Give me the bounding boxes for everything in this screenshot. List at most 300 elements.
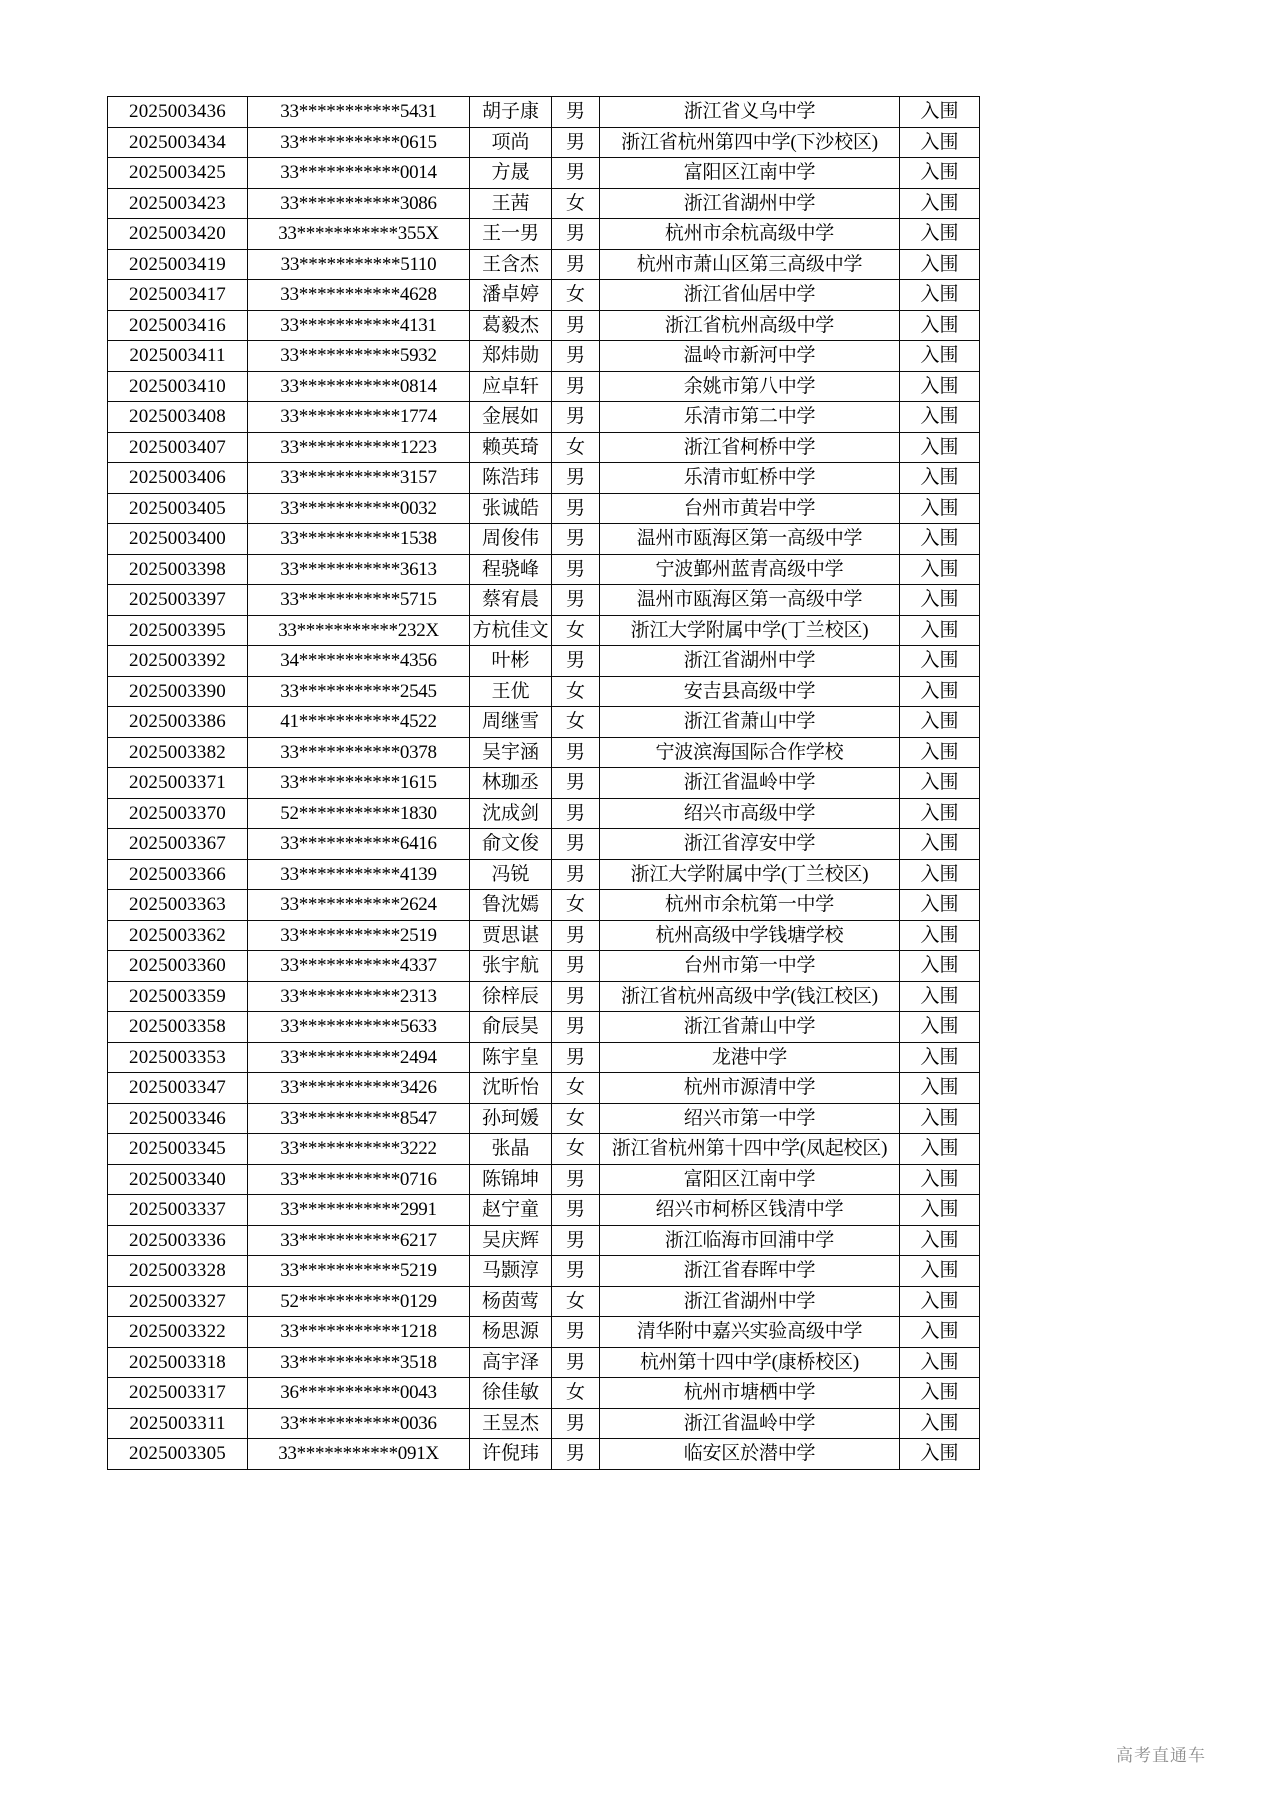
cell-status: 入围	[900, 432, 980, 463]
table-row	[108, 280, 980, 311]
cell-registration-id: 2025003434	[108, 127, 248, 158]
cell-name: 张宇航	[470, 951, 552, 982]
cell-id-number: 33***********3518	[248, 1347, 470, 1378]
table-row	[108, 341, 980, 372]
cell-status: 入围	[900, 890, 980, 921]
cell-gender: 男	[552, 310, 600, 341]
cell-gender: 男	[552, 1256, 600, 1287]
table-row	[108, 524, 980, 555]
cell-school: 浙江省仙居中学	[600, 280, 900, 311]
cell-registration-id: 2025003425	[108, 158, 248, 189]
table-row	[108, 127, 980, 158]
cell-registration-id: 2025003416	[108, 310, 248, 341]
cell-id-number: 33***********4628	[248, 280, 470, 311]
cell-registration-id: 2025003337	[108, 1195, 248, 1226]
cell-id-number: 33***********3157	[248, 463, 470, 494]
cell-name: 王茜	[470, 188, 552, 219]
cell-school: 杭州市塘栖中学	[600, 1378, 900, 1409]
cell-status: 入围	[900, 829, 980, 860]
cell-name: 赖英琦	[470, 432, 552, 463]
cell-school: 杭州市余杭高级中学	[600, 219, 900, 250]
cell-gender: 男	[552, 768, 600, 799]
cell-name: 许倪玮	[470, 1439, 552, 1470]
cell-registration-id: 2025003317	[108, 1378, 248, 1409]
cell-school: 杭州高级中学钱塘学校	[600, 920, 900, 951]
cell-registration-id: 2025003363	[108, 890, 248, 921]
cell-status: 入围	[900, 402, 980, 433]
cell-school: 浙江省湖州中学	[600, 188, 900, 219]
cell-id-number: 33***********2494	[248, 1042, 470, 1073]
table-row	[108, 798, 980, 829]
watermark-text: 高考直通车	[1116, 1746, 1206, 1765]
cell-school: 杭州市余杭第一中学	[600, 890, 900, 921]
cell-name: 陈浩玮	[470, 463, 552, 494]
cell-gender: 女	[552, 188, 600, 219]
cell-school: 浙江省淳安中学	[600, 829, 900, 860]
table-row	[108, 1012, 980, 1043]
cell-status: 入围	[900, 1439, 980, 1470]
cell-school: 浙江省温岭中学	[600, 1408, 900, 1439]
cell-school: 绍兴市柯桥区钱清中学	[600, 1195, 900, 1226]
cell-registration-id: 2025003362	[108, 920, 248, 951]
cell-status: 入围	[900, 493, 980, 524]
cell-gender: 女	[552, 707, 600, 738]
cell-status: 入围	[900, 1073, 980, 1104]
cell-name: 杨思源	[470, 1317, 552, 1348]
cell-status: 入围	[900, 981, 980, 1012]
cell-status: 入围	[900, 371, 980, 402]
cell-school: 台州市黄岩中学	[600, 493, 900, 524]
cell-name: 金展如	[470, 402, 552, 433]
cell-name: 沈昕怡	[470, 1073, 552, 1104]
cell-id-number: 33***********5219	[248, 1256, 470, 1287]
cell-status: 入围	[900, 127, 980, 158]
cell-id-number: 33***********355X	[248, 219, 470, 250]
cell-gender: 女	[552, 615, 600, 646]
table-row	[108, 310, 980, 341]
table-row	[108, 371, 980, 402]
table-row	[108, 1378, 980, 1409]
table-row	[108, 920, 980, 951]
cell-school: 余姚市第八中学	[600, 371, 900, 402]
cell-id-number: 33***********1223	[248, 432, 470, 463]
cell-school: 浙江大学附属中学(丁兰校区)	[600, 859, 900, 890]
cell-registration-id: 2025003407	[108, 432, 248, 463]
cell-gender: 男	[552, 1408, 600, 1439]
cell-name: 应卓轩	[470, 371, 552, 402]
cell-registration-id: 2025003400	[108, 524, 248, 555]
cell-gender: 男	[552, 1012, 600, 1043]
table-row	[108, 1134, 980, 1165]
cell-status: 入围	[900, 188, 980, 219]
cell-id-number: 33***********2519	[248, 920, 470, 951]
cell-name: 方晟	[470, 158, 552, 189]
table-row	[108, 890, 980, 921]
table-row	[108, 676, 980, 707]
table-row	[108, 1042, 980, 1073]
cell-status: 入围	[900, 707, 980, 738]
cell-registration-id: 2025003327	[108, 1286, 248, 1317]
cell-gender: 男	[552, 859, 600, 890]
cell-gender: 女	[552, 1286, 600, 1317]
cell-status: 入围	[900, 1012, 980, 1043]
cell-school: 绍兴市第一中学	[600, 1103, 900, 1134]
cell-registration-id: 2025003340	[108, 1164, 248, 1195]
cell-id-number: 33***********1218	[248, 1317, 470, 1348]
cell-name: 蔡宥晨	[470, 585, 552, 616]
cell-gender: 男	[552, 1195, 600, 1226]
cell-status: 入围	[900, 158, 980, 189]
cell-status: 入围	[900, 280, 980, 311]
cell-registration-id: 2025003423	[108, 188, 248, 219]
cell-name: 周继雪	[470, 707, 552, 738]
cell-id-number: 33***********1538	[248, 524, 470, 555]
cell-registration-id: 2025003390	[108, 676, 248, 707]
cell-id-number: 41***********4522	[248, 707, 470, 738]
cell-registration-id: 2025003392	[108, 646, 248, 677]
table-row	[108, 1195, 980, 1226]
cell-name: 马颢淳	[470, 1256, 552, 1287]
cell-id-number: 33***********6416	[248, 829, 470, 860]
cell-status: 入围	[900, 585, 980, 616]
table-row	[108, 1256, 980, 1287]
cell-status: 入围	[900, 341, 980, 372]
cell-gender: 男	[552, 1164, 600, 1195]
cell-id-number: 33***********8547	[248, 1103, 470, 1134]
cell-status: 入围	[900, 97, 980, 128]
table-row	[108, 188, 980, 219]
cell-school: 浙江大学附属中学(丁兰校区)	[600, 615, 900, 646]
cell-registration-id: 2025003311	[108, 1408, 248, 1439]
cell-name: 叶彬	[470, 646, 552, 677]
table-row	[108, 585, 980, 616]
cell-registration-id: 2025003358	[108, 1012, 248, 1043]
cell-name: 潘卓婷	[470, 280, 552, 311]
table-row	[108, 219, 980, 250]
cell-name: 方杭佳文	[470, 615, 552, 646]
cell-school: 浙江省杭州第十四中学(凤起校区)	[600, 1134, 900, 1165]
cell-registration-id: 2025003353	[108, 1042, 248, 1073]
cell-id-number: 33***********0036	[248, 1408, 470, 1439]
table-row	[108, 859, 980, 890]
candidate-roster-table	[107, 96, 980, 1470]
cell-id-number: 33***********2313	[248, 981, 470, 1012]
cell-gender: 男	[552, 1225, 600, 1256]
cell-registration-id: 2025003420	[108, 219, 248, 250]
cell-school: 杭州市萧山区第三高级中学	[600, 249, 900, 280]
cell-status: 入围	[900, 1103, 980, 1134]
cell-name: 胡子康	[470, 97, 552, 128]
cell-name: 沈成剑	[470, 798, 552, 829]
cell-id-number: 33***********232X	[248, 615, 470, 646]
cell-name: 张晶	[470, 1134, 552, 1165]
cell-school: 杭州第十四中学(康桥校区)	[600, 1347, 900, 1378]
cell-school: 浙江省杭州第四中学(下沙校区)	[600, 127, 900, 158]
cell-school: 浙江省春晖中学	[600, 1256, 900, 1287]
cell-gender: 男	[552, 97, 600, 128]
cell-id-number: 33***********4337	[248, 951, 470, 982]
cell-registration-id: 2025003336	[108, 1225, 248, 1256]
cell-id-number: 52***********0129	[248, 1286, 470, 1317]
cell-registration-id: 2025003322	[108, 1317, 248, 1348]
table-row	[108, 1164, 980, 1195]
cell-gender: 男	[552, 1439, 600, 1470]
cell-gender: 男	[552, 127, 600, 158]
cell-school: 富阳区江南中学	[600, 1164, 900, 1195]
cell-school: 浙江省义乌中学	[600, 97, 900, 128]
cell-school: 温州市瓯海区第一高级中学	[600, 585, 900, 616]
cell-status: 入围	[900, 1347, 980, 1378]
cell-gender: 女	[552, 1103, 600, 1134]
table-row	[108, 1103, 980, 1134]
cell-id-number: 33***********1774	[248, 402, 470, 433]
cell-name: 王昱杰	[470, 1408, 552, 1439]
cell-registration-id: 2025003347	[108, 1073, 248, 1104]
cell-status: 入围	[900, 554, 980, 585]
table-row	[108, 707, 980, 738]
cell-gender: 男	[552, 1347, 600, 1378]
cell-id-number: 33***********2991	[248, 1195, 470, 1226]
cell-registration-id: 2025003406	[108, 463, 248, 494]
cell-id-number: 33***********3613	[248, 554, 470, 585]
cell-status: 入围	[900, 463, 980, 494]
table-row	[108, 1073, 980, 1104]
cell-registration-id: 2025003397	[108, 585, 248, 616]
cell-status: 入围	[900, 768, 980, 799]
cell-status: 入围	[900, 1042, 980, 1073]
cell-id-number: 33***********0814	[248, 371, 470, 402]
cell-gender: 男	[552, 798, 600, 829]
cell-status: 入围	[900, 951, 980, 982]
cell-gender: 男	[552, 341, 600, 372]
cell-name: 程骁峰	[470, 554, 552, 585]
cell-registration-id: 2025003395	[108, 615, 248, 646]
cell-status: 入围	[900, 1256, 980, 1287]
cell-registration-id: 2025003346	[108, 1103, 248, 1134]
cell-gender: 男	[552, 524, 600, 555]
cell-registration-id: 2025003410	[108, 371, 248, 402]
cell-registration-id: 2025003359	[108, 981, 248, 1012]
cell-school: 浙江省杭州高级中学	[600, 310, 900, 341]
cell-name: 项尚	[470, 127, 552, 158]
cell-school: 浙江临海市回浦中学	[600, 1225, 900, 1256]
cell-id-number: 33***********5431	[248, 97, 470, 128]
cell-name: 徐梓辰	[470, 981, 552, 1012]
cell-registration-id: 2025003436	[108, 97, 248, 128]
table-row	[108, 1347, 980, 1378]
cell-status: 入围	[900, 737, 980, 768]
table-row	[108, 951, 980, 982]
table-row	[108, 97, 980, 128]
table-row	[108, 463, 980, 494]
cell-school: 安吉县高级中学	[600, 676, 900, 707]
cell-id-number: 33***********0378	[248, 737, 470, 768]
cell-status: 入围	[900, 615, 980, 646]
table-row	[108, 158, 980, 189]
cell-name: 林珈丞	[470, 768, 552, 799]
cell-registration-id: 2025003382	[108, 737, 248, 768]
cell-status: 入围	[900, 249, 980, 280]
cell-school: 绍兴市高级中学	[600, 798, 900, 829]
table-row	[108, 829, 980, 860]
table-row	[108, 432, 980, 463]
cell-gender: 男	[552, 981, 600, 1012]
cell-registration-id: 2025003345	[108, 1134, 248, 1165]
cell-id-number: 33***********0014	[248, 158, 470, 189]
cell-school: 富阳区江南中学	[600, 158, 900, 189]
cell-name: 冯锐	[470, 859, 552, 890]
cell-gender: 女	[552, 890, 600, 921]
cell-status: 入围	[900, 676, 980, 707]
cell-status: 入围	[900, 920, 980, 951]
table-row	[108, 1225, 980, 1256]
cell-status: 入围	[900, 1164, 980, 1195]
cell-id-number: 33***********5110	[248, 249, 470, 280]
cell-name: 徐佳敏	[470, 1378, 552, 1409]
cell-registration-id: 2025003405	[108, 493, 248, 524]
table-row	[108, 249, 980, 280]
cell-school: 浙江省杭州高级中学(钱江校区)	[600, 981, 900, 1012]
cell-status: 入围	[900, 859, 980, 890]
cell-id-number: 33***********6217	[248, 1225, 470, 1256]
cell-gender: 女	[552, 1378, 600, 1409]
cell-status: 入围	[900, 798, 980, 829]
table-row	[108, 1286, 980, 1317]
cell-name: 葛毅杰	[470, 310, 552, 341]
cell-registration-id: 2025003386	[108, 707, 248, 738]
cell-id-number: 33***********0716	[248, 1164, 470, 1195]
cell-status: 入围	[900, 1195, 980, 1226]
cell-id-number: 33***********2545	[248, 676, 470, 707]
table-row	[108, 1408, 980, 1439]
cell-status: 入围	[900, 524, 980, 555]
cell-gender: 男	[552, 493, 600, 524]
cell-school: 浙江省湖州中学	[600, 1286, 900, 1317]
table-row	[108, 646, 980, 677]
cell-school: 浙江省柯桥中学	[600, 432, 900, 463]
cell-registration-id: 2025003328	[108, 1256, 248, 1287]
cell-name: 王一男	[470, 219, 552, 250]
cell-school: 宁波滨海国际合作学校	[600, 737, 900, 768]
cell-name: 赵宁童	[470, 1195, 552, 1226]
cell-status: 入围	[900, 646, 980, 677]
cell-id-number: 33***********5633	[248, 1012, 470, 1043]
cell-id-number: 33***********4131	[248, 310, 470, 341]
cell-gender: 女	[552, 1134, 600, 1165]
table-row	[108, 402, 980, 433]
cell-name: 杨茵莺	[470, 1286, 552, 1317]
cell-name: 陈宇皇	[470, 1042, 552, 1073]
cell-gender: 男	[552, 920, 600, 951]
cell-name: 张诚皓	[470, 493, 552, 524]
cell-school: 浙江省湖州中学	[600, 646, 900, 677]
cell-gender: 男	[552, 585, 600, 616]
cell-school: 杭州市源清中学	[600, 1073, 900, 1104]
cell-id-number: 33***********5715	[248, 585, 470, 616]
cell-id-number: 33***********5932	[248, 341, 470, 372]
cell-gender: 男	[552, 829, 600, 860]
cell-school: 乐清市虹桥中学	[600, 463, 900, 494]
cell-status: 入围	[900, 1286, 980, 1317]
table-row	[108, 737, 980, 768]
table-row	[108, 615, 980, 646]
cell-school: 浙江省萧山中学	[600, 1012, 900, 1043]
table-row	[108, 768, 980, 799]
cell-status: 入围	[900, 1225, 980, 1256]
cell-name: 吴宇涵	[470, 737, 552, 768]
cell-registration-id: 2025003411	[108, 341, 248, 372]
cell-name: 吴庆辉	[470, 1225, 552, 1256]
cell-gender: 男	[552, 158, 600, 189]
cell-name: 陈锦坤	[470, 1164, 552, 1195]
cell-status: 入围	[900, 1408, 980, 1439]
cell-id-number: 52***********1830	[248, 798, 470, 829]
cell-school: 临安区於潜中学	[600, 1439, 900, 1470]
cell-registration-id: 2025003408	[108, 402, 248, 433]
cell-gender: 男	[552, 737, 600, 768]
cell-gender: 男	[552, 951, 600, 982]
roster-table-container	[107, 96, 979, 1470]
cell-school: 浙江省温岭中学	[600, 768, 900, 799]
cell-registration-id: 2025003360	[108, 951, 248, 982]
cell-gender: 女	[552, 280, 600, 311]
cell-status: 入围	[900, 1317, 980, 1348]
cell-gender: 男	[552, 249, 600, 280]
cell-gender: 男	[552, 1042, 600, 1073]
cell-name: 高宇泽	[470, 1347, 552, 1378]
cell-gender: 男	[552, 463, 600, 494]
cell-status: 入围	[900, 1378, 980, 1409]
cell-gender: 男	[552, 1317, 600, 1348]
cell-id-number: 33***********3086	[248, 188, 470, 219]
cell-registration-id: 2025003371	[108, 768, 248, 799]
cell-registration-id: 2025003367	[108, 829, 248, 860]
cell-id-number: 33***********4139	[248, 859, 470, 890]
cell-school: 温岭市新河中学	[600, 341, 900, 372]
cell-name: 孙珂媛	[470, 1103, 552, 1134]
cell-school: 台州市第一中学	[600, 951, 900, 982]
cell-name: 俞辰昊	[470, 1012, 552, 1043]
cell-name: 贾思谌	[470, 920, 552, 951]
table-row	[108, 493, 980, 524]
cell-registration-id: 2025003318	[108, 1347, 248, 1378]
cell-registration-id: 2025003370	[108, 798, 248, 829]
cell-id-number: 33***********0615	[248, 127, 470, 158]
cell-id-number: 33***********1615	[248, 768, 470, 799]
cell-id-number: 33***********091X	[248, 1439, 470, 1470]
cell-school: 乐清市第二中学	[600, 402, 900, 433]
cell-id-number: 33***********3426	[248, 1073, 470, 1104]
cell-gender: 女	[552, 676, 600, 707]
table-row	[108, 1317, 980, 1348]
cell-status: 入围	[900, 219, 980, 250]
cell-id-number: 36***********0043	[248, 1378, 470, 1409]
cell-name: 郑炜勋	[470, 341, 552, 372]
cell-registration-id: 2025003419	[108, 249, 248, 280]
cell-name: 俞文俊	[470, 829, 552, 860]
cell-name: 王优	[470, 676, 552, 707]
table-row	[108, 981, 980, 1012]
cell-registration-id: 2025003305	[108, 1439, 248, 1470]
cell-gender: 男	[552, 402, 600, 433]
cell-id-number: 33***********0032	[248, 493, 470, 524]
cell-gender: 女	[552, 1073, 600, 1104]
cell-school: 清华附中嘉兴实验高级中学	[600, 1317, 900, 1348]
cell-school: 温州市瓯海区第一高级中学	[600, 524, 900, 555]
cell-gender: 男	[552, 646, 600, 677]
cell-id-number: 34***********4356	[248, 646, 470, 677]
cell-registration-id: 2025003417	[108, 280, 248, 311]
